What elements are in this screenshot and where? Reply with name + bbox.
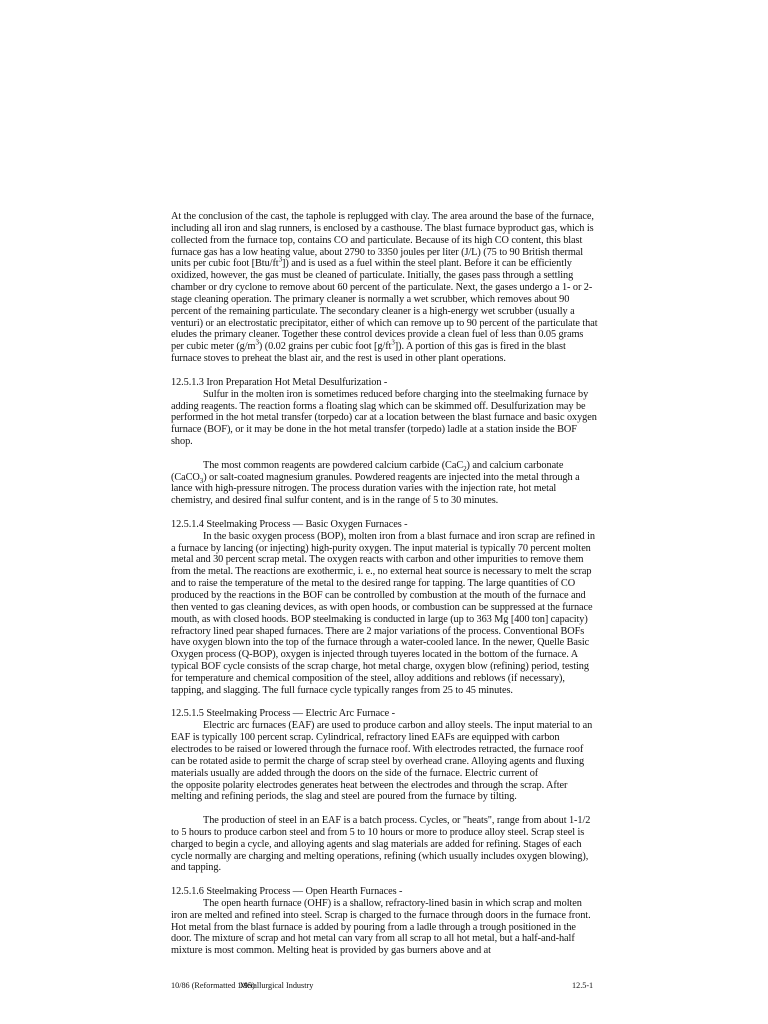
paragraph-tapping: At the conclusion of the cast, the taphole is replugged with clay. The area around the base of the furnace, including all iron and slag runners, is enclosed by a casthouse. The blast furnace byproduct gas, which is collected from the furnace top, contains CO and particulate. Because of its high CO content, this blast furnace gas has a low heating value, about 2790 to 3350 joules per liter (J/L) (75 to 90 British thermal units per cubic foot $[Btu/ft^3]$) and is used as a fuel within the steel plant. Before it can be efficiently oxidized, however, the gas must be cleaned of particulate. Initially, the gases pass through a settling chamber or dry cyclone to remove about 60 percent of the particulate. Next, the gases undergo a 1- or 2-stage cleaning operation. The primary cleaner is normally a wet scrubber, which removes about 90 percent of the remaining particulate. The secondary cleaner is a high-energy wet scrubber (usually a venturi) or an electrostatic precipitator, either of which can remove up to 90 percent of the particulate that eludes the primary cleaner. Together these control devices provide a clean fuel of less than 0.05 grams per cubic meter $(g/m^3)$ (0.02 grains per cubic foot $[g/ft^3]$). A portion of this gas is fired in the blast furnace stoves to preheat the blast air, and the rest is used in other plant operations. bbox=[171, 211, 598, 365]
paragraph-bof: In the basic oxygen process (BOP), molten iron from a blast furnace and iron scrap are refined in a furnace by lancing (or injecting) high-purity oxygen. The input material is typically 70 percent molten metal and 30 percent scrap metal. The oxygen reacts with carbon and other impurities to remove them from the metal. The reactions are exothermic, i. e., no external heat source is necessary to melt the scrap and to raise the temperature of the metal to the desired range for tapping. The large quantities of CO produced by the reactions in the BOF can be controlled by combustion at the mouth of the furnace and then vented to gas cleaning devices, as with open hoods, or combustion can be suppressed at the furnace mouth, as with closed hoods. BOP steelmaking is conducted in large (up to 363 Mg [400 ton] capacity) refractory lined pear shaped furnaces. There are 2 major variations of the process. Conventional BOFs have oxygen blown into the top of the furnace through a water-cooled lance. In the newer, Quelle Basic Oxygen process (Q-BOP), oxygen is injected through tuyeres located in the bottom of the furnace. A typical BOF cycle consists of the scrap charge, hot metal charge, oxygen blow (refining) period, testing for temperature and chemical composition of the steel, alloy additions and reblows (if necessary), tapping, and slagging. The full furnace cycle typically ranges from 25 to 45 minutes. bbox=[171, 530, 595, 696]
section-heading-ohf: 12.5.1.6 Steelmaking Process — Open Hearth Furnaces - bbox=[171, 886, 403, 898]
footer-date: 10/86 (Reformatted 1/95) bbox=[171, 981, 255, 990]
paragraph-batch: The production of steel in an EAF is a batch process. Cycles, or "heats", range from about 1-1/2 to 5 hours to produce carbon steel and from 5 to 10 hours or more to produce alloy steel. Scrap steel is charged to begin a cycle, and alloying agents and slag materials are added for refining. Stages of each cycle normally are charging and melting operations, refining (which usually includes oxygen blowing), and tapping. bbox=[171, 815, 591, 874]
page-footer bbox=[0, 981, 768, 995]
paragraph-reagents: The most common reagents are powdered calcium carbide (CaC$_2$) and calcium carbonate (CaCO$_3$) or salt-coated magnesium granules. Powdered reagents are injected into the metal through a lance with high-pressure nitrogen. The process duration varies with the injection rate, hot metal chemistry, and desired final sulfur content, and is in the range of 5 to 30 minutes. bbox=[171, 459, 580, 507]
footer-title: Metallurgical Industry bbox=[240, 981, 314, 990]
paragraph-ohf: The open hearth furnace (OHF) is a shallow, refractory-lined basin in which scrap and molten iron are melted and refined into steel. Scrap is charged to the furnace through doors in the furnace front. Hot metal from the blast furnace is added by pouring from a ladle through a trough positioned in the door. The mixture of scrap and hot metal can vary from all scrap to all hot metal, but a half-and-half mixture is most common. Melting heat is provided by gas burners above and at bbox=[171, 897, 591, 957]
paragraph-desulfurization: Sulfur in the molten iron is sometimes reduced before charging into the steelmaking furnace by adding reagents. The reaction forms a floating slag which can be skimmed off. Desulfurization may be performed in the hot metal transfer (torpedo) car at a location between the blast furnace and basic oxygen furnace (BOF), or it may be done in the hot metal transfer (torpedo) ladle at a station inside the BOF shop. bbox=[171, 388, 597, 448]
footer-page-number: 12.5-1 bbox=[572, 981, 594, 990]
section-heading-eaf: 12.5.1.5 Steelmaking Process — Electric Arc Furnace - bbox=[171, 708, 395, 720]
paragraph-eaf-continued: the opposite polarity electrodes generates heat between the electrodes and through the scrap. After melting and refining periods, the slag and steel are poured from the furnace by tilting. bbox=[171, 779, 568, 803]
paragraph-eaf: Electric arc furnaces (EAF) are used to produce carbon and alloy steels. The input material to an EAF is typically 100 percent scrap. Cylindrical, refractory lined EAFs are equipped with carbon electrodes to be raised or lowered through the furnace roof. With electrodes retracted, the furnace roof can be rotated aside to permit the charge of scrap steel by overhead crane. Alloying agents and fluxing materials usually are added through the doors on the side of the furnace. Electric current of bbox=[171, 720, 593, 779]
document-body bbox=[171, 211, 598, 957]
section-heading-desulfurization: 12.5.1.3 Iron Preparation Hot Metal Desulfurization - bbox=[171, 376, 388, 388]
section-heading-bof: 12.5.1.4 Steelmaking Process — Basic Oxygen Furnaces - bbox=[171, 518, 408, 530]
